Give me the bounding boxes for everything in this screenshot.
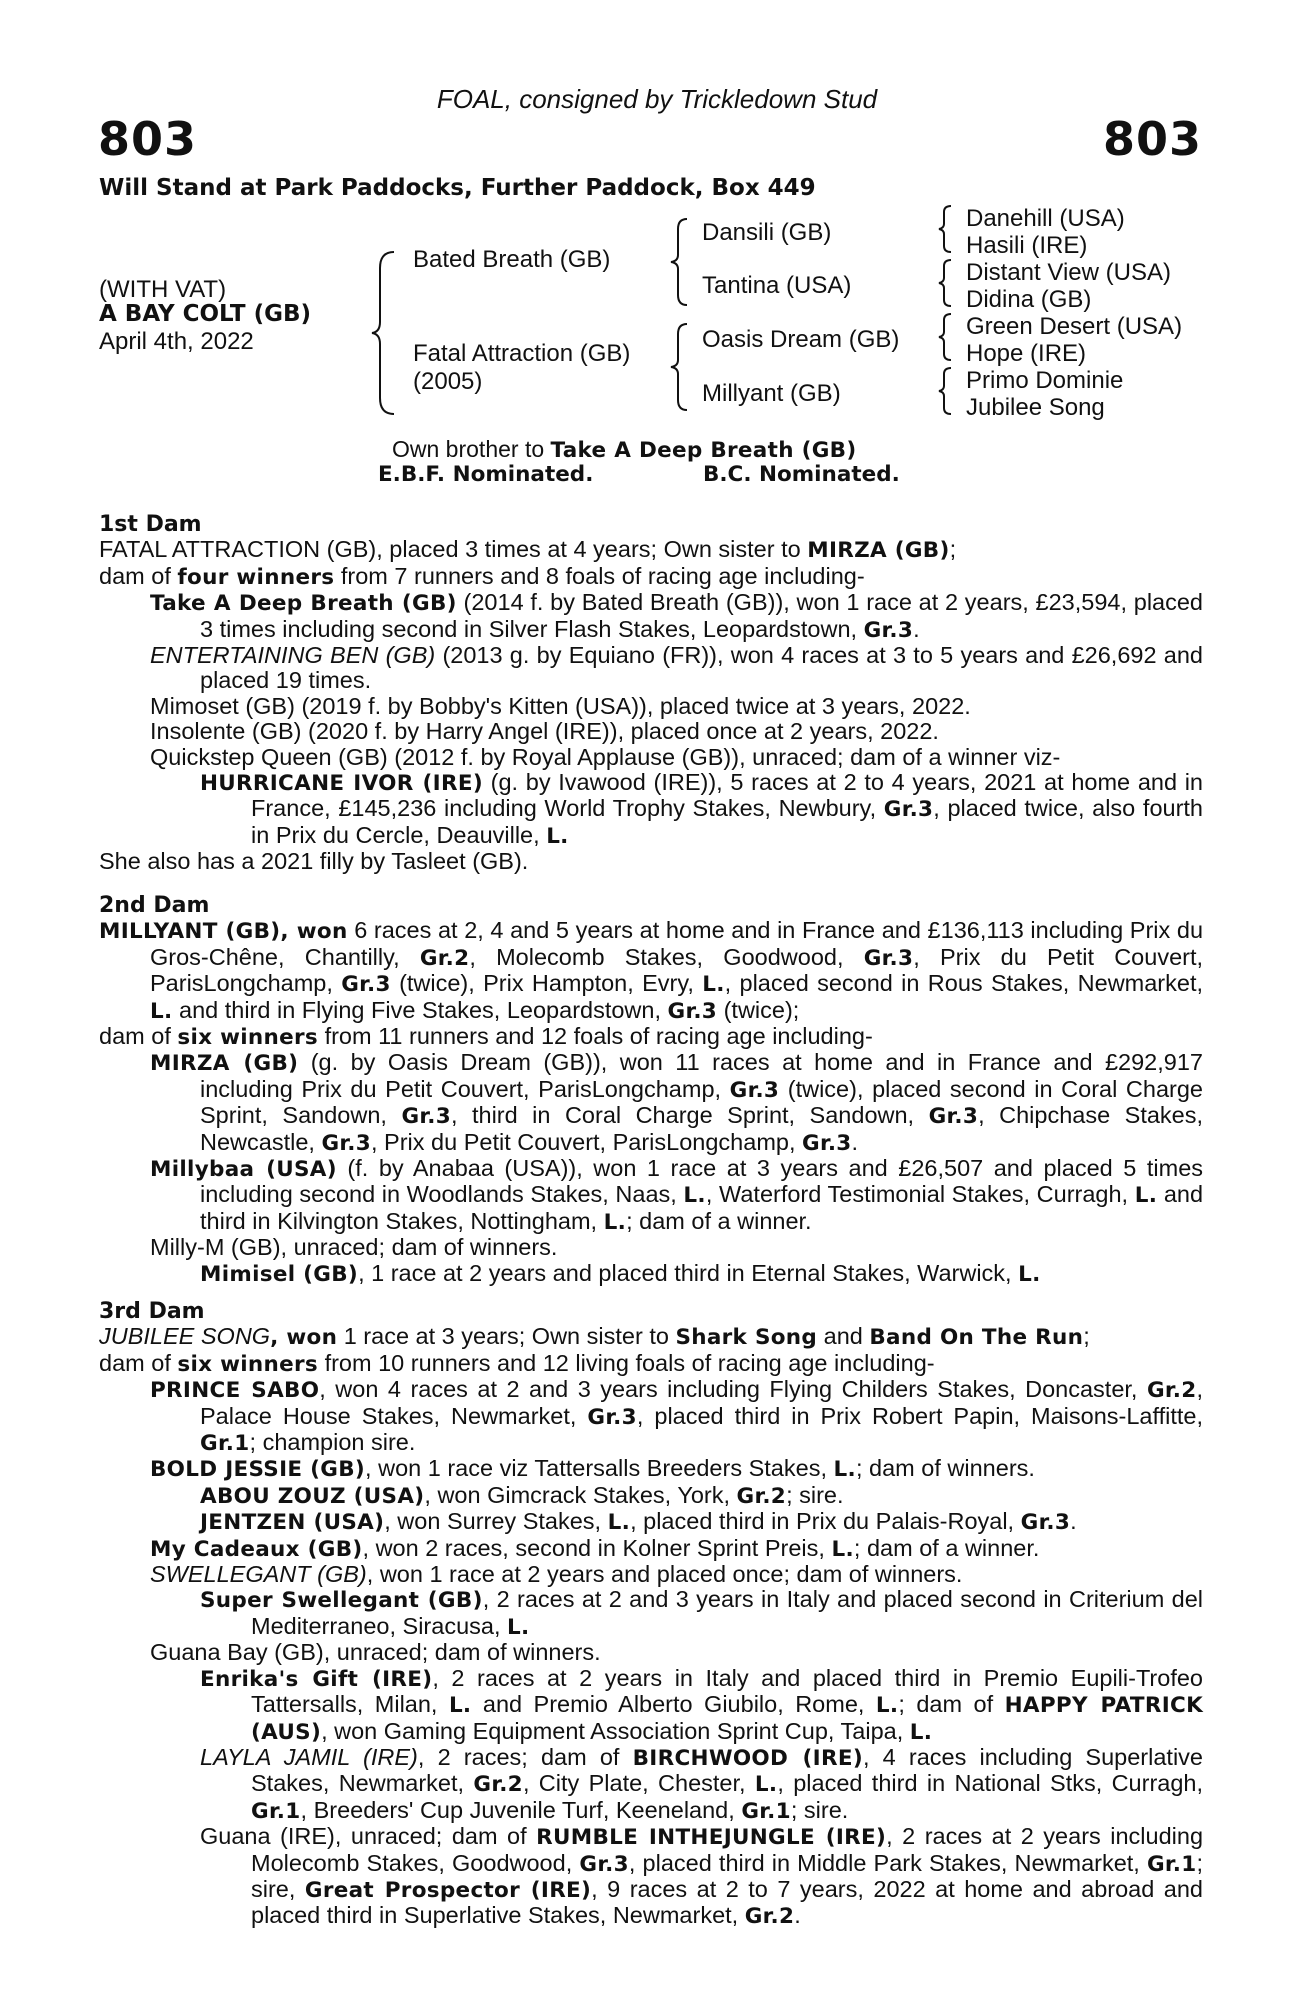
ebf-nominated: E.B.F. Nominated. xyxy=(378,462,594,487)
progeny-mirza: MIRZA (GB) (g. by Oasis Dream (GB)), won 11 races at home and in France and £292,917 including Prix du Petit Couvert, ParisLongchamp, Gr.3 (twice), placed second in Coral Charge Sprint, Sandown, Gr.3, third in Coral Charge Sprint, Sandown, Gr.3, Chipchase Stakes, Newcastle, Gr.3, Prix du Petit Couvert, ParisLongchamp, Gr.3. xyxy=(150,1049,1204,1156)
pedigree-dam-dam: Millyant (GB) xyxy=(702,380,841,407)
lot-number-right: 803 xyxy=(1102,112,1202,166)
pedigree-brace-main xyxy=(368,250,398,416)
pedigree-g5: Green Desert (USA) xyxy=(966,313,1183,340)
first-dam-filly-note: She also has a 2021 filly by Tasleet (GB). xyxy=(99,848,529,875)
pedigree-sire-sire: Dansili (GB) xyxy=(702,219,832,246)
foaling-date: April 4th, 2022 xyxy=(99,328,254,355)
pedigree-g3: Distant View (USA) xyxy=(966,259,1171,286)
own-brother-name: Take A Deep Breath (GB) xyxy=(550,438,857,463)
first-dam-produce: dam of four winners from 7 runners and 8 foals of racing age including- xyxy=(99,562,865,590)
third-dam-section xyxy=(99,1299,1203,1930)
progeny-jentzen: JENTZEN (USA), won Surrey Stakes, L., placed third in Prix du Palais-Royal, Gr.3. xyxy=(200,1508,1077,1536)
pedigree-brace-g2 xyxy=(936,258,954,308)
pedigree-g2: Hasili (IRE) xyxy=(966,232,1088,259)
consignment-line: FOAL, consigned by Trickledown Stud xyxy=(436,84,878,114)
progeny-swellegant: SWELLEGANT (GB), won 1 race at 2 years and placed once; dam of winners. xyxy=(150,1561,963,1588)
second-dam-produce: dam of six winners from 11 runners and 12 foals of racing age including- xyxy=(99,1023,873,1051)
own-brother-prefix: Own brother to xyxy=(392,436,545,462)
progeny-millybaa: Millybaa (USA) (f. by Anabaa (USA)), won 1 race at 3 years and £26,507 and placed 5 times including second in Woodlands Stakes, Naas, L., Waterford Testimonial Stakes, Curragh, L. and third in Kilvington Stakes, Nottingham, L.; dam of a winner. xyxy=(150,1155,1204,1235)
pedigree-g6: Hope (IRE) xyxy=(966,340,1087,367)
pedigree-sire-dam: Tantina (USA) xyxy=(702,272,852,299)
first-dam-section xyxy=(99,512,1203,875)
stand-location: Will Stand at Park Paddocks, Further Paddock, Box 449 xyxy=(99,175,816,201)
lot-title: A BAY COLT (GB) xyxy=(99,301,312,327)
third-dam-heading: 3rd Dam xyxy=(99,1299,205,1324)
progeny-take-a-deep-breath: Take A Deep Breath (GB) (2014 f. by Bated Breath (GB)), won 1 race at 2 years, £23,594, placed 3 times including second in Silver Flash Stakes, Leopardstown, Gr.3. xyxy=(150,589,1204,643)
progeny-super-swellegant: Super Swellegant (GB), 2 races at 2 and 3 years in Italy and placed second in Criterium del Mediterraneo, Siracusa, L. xyxy=(200,1586,1203,1640)
lot-number-left: 803 xyxy=(98,112,198,166)
progeny-mimisel: Mimisel (GB), 1 race at 2 years and placed third in Eternal Stakes, Warwick, L. xyxy=(200,1259,1041,1287)
progeny-hurricane-ivor: HURRICANE IVOR (IRE) (g. by Ivawood (IRE)), 5 races at 2 to 4 years, 2021 at home and in France, £145,236 including World Trophy Stakes, Newbury, Gr.3, placed twice, also fourth in Prix du Cercle, Deauville, L. xyxy=(200,769,1204,849)
third-dam-produce: dam of six winners from 10 runners and 12 living foals of racing age including- xyxy=(99,1349,935,1377)
second-dam-record: MILLYANT (GB), won 6 races at 2, 4 and 5 years at home and in France and £136,113 including Prix du Gros-Chêne, Chantilly, Gr.2, Molecomb Stakes, Goodwood, Gr.3, Prix du Petit Couvert, ParisLongchamp, Gr.3 (twice), Prix Hampton, Evry, L., placed second in Rous Stakes, Newmarket, L. and third in Flying Five Stakes, Leopardstown, Gr.3 (twice); xyxy=(99,917,1204,1024)
second-dam-section xyxy=(99,893,1203,1287)
vat-note: (WITH VAT) xyxy=(99,276,227,303)
bc-nominated: B.C. Nominated. xyxy=(703,462,900,487)
pedigree-brace-dam xyxy=(668,322,690,412)
progeny-my-cadeaux: My Cadeaux (GB), won 2 races, second in Kolner Sprint Preis, L.; dam of a winner. xyxy=(150,1534,1040,1562)
first-dam-heading: 1st Dam xyxy=(99,512,202,537)
pedigree-g8: Jubilee Song xyxy=(966,394,1105,421)
progeny-insolente: Insolente (GB) (2020 f. by Harry Angel (IRE)), placed once at 2 years, 2022. xyxy=(150,718,939,745)
pedigree-brace-g3 xyxy=(936,312,954,362)
progeny-mimoset: Mimoset (GB) (2019 f. by Bobby's Kitten (USA)), placed twice at 3 years, 2022. xyxy=(150,692,971,719)
third-dam-record: JUBILEE SONG, won 1 race at 3 years; Own sister to Shark Song and Band On The Run; xyxy=(99,1323,1090,1351)
pedigree-g1: Danehill (USA) xyxy=(966,205,1125,232)
progeny-guana: Guana (IRE), unraced; dam of RUMBLE INTHEJUNGLE (IRE), 2 races at 2 years including Molecomb Stakes, Goodwood, Gr.3, placed third in Middle Park Stakes, Newmarket, Gr.1; sire, Great Prospector (IRE), 9 races at 2 to 7 years, 2022 at home and abroad and placed third in Superlative Stakes, Newmarket, Gr.2. xyxy=(200,1823,1204,1930)
progeny-prince-sabo: PRINCE SABO, won 4 races at 2 and 3 years including Flying Childers Stakes, Doncaster, Gr.2, Palace House Stakes, Newmarket, Gr.3, placed third in Prix Robert Papin, Maisons-Laffitte, Gr.1; champion sire. xyxy=(150,1376,1204,1457)
own-brother-line xyxy=(392,436,856,463)
second-dam-heading: 2nd Dam xyxy=(99,893,210,918)
progeny-quickstep-queen: Quickstep Queen (GB) (2012 f. by Royal Applause (GB)), unraced; dam of a winner viz- xyxy=(150,743,1061,770)
pedigree-sire: Bated Breath (GB) xyxy=(413,246,611,273)
pedigree-g7: Primo Dominie xyxy=(966,367,1124,394)
progeny-bold-jessie: BOLD JESSIE (GB), won 1 race viz Tattersalls Breeders Stakes, L.; dam of winners. xyxy=(150,1455,1035,1483)
pedigree-brace-g4 xyxy=(936,366,954,416)
pedigree-brace-g1 xyxy=(936,204,954,254)
pedigree-brace-sire xyxy=(668,217,690,307)
pedigree-dam-year: (2005) xyxy=(413,368,483,395)
progeny-abou-zouz: ABOU ZOUZ (USA), won Gimcrack Stakes, York, Gr.2; sire. xyxy=(200,1481,844,1509)
progeny-layla-jamil: LAYLA JAMIL (IRE), 2 races; dam of BIRCHWOOD (IRE), 4 races including Superlative Stakes, Newmarket, Gr.2, City Plate, Chester, L., placed third in National Stks, Curragh, Gr.1, Breeders' Cup Juvenile Turf, Keeneland, Gr.1; sire. xyxy=(200,1743,1204,1824)
progeny-guana-bay: Guana Bay (GB), unraced; dam of winners. xyxy=(150,1639,601,1666)
progeny-entertaining-ben: ENTERTAINING BEN (GB) (2013 g. by Equiano (FR)), won 4 races at 3 to 5 years and £26,692 and placed 19 times. xyxy=(150,642,1203,694)
pedigree-dam-sire: Oasis Dream (GB) xyxy=(702,326,900,353)
progeny-enrikas-gift: Enrika's Gift (IRE), 2 races at 2 years in Italy and placed third in Premio Eupili-Trofeo Tattersalls, Milan, L. and Premio Alberto Giubilo, Rome, L.; dam of HAPPY PATRICK (AUS), won Gaming Equipment Association Sprint Cup, Taipa, L. xyxy=(200,1664,1204,1745)
pedigree-g4: Didina (GB) xyxy=(966,286,1092,313)
pedigree-dam: Fatal Attraction (GB) xyxy=(413,340,631,367)
first-dam-line: FATAL ATTRACTION (GB), placed 3 times at 4 years; Own sister to MIRZA (GB); xyxy=(99,536,957,564)
progeny-milly-m: Milly-M (GB), unraced; dam of winners. xyxy=(150,1234,558,1261)
